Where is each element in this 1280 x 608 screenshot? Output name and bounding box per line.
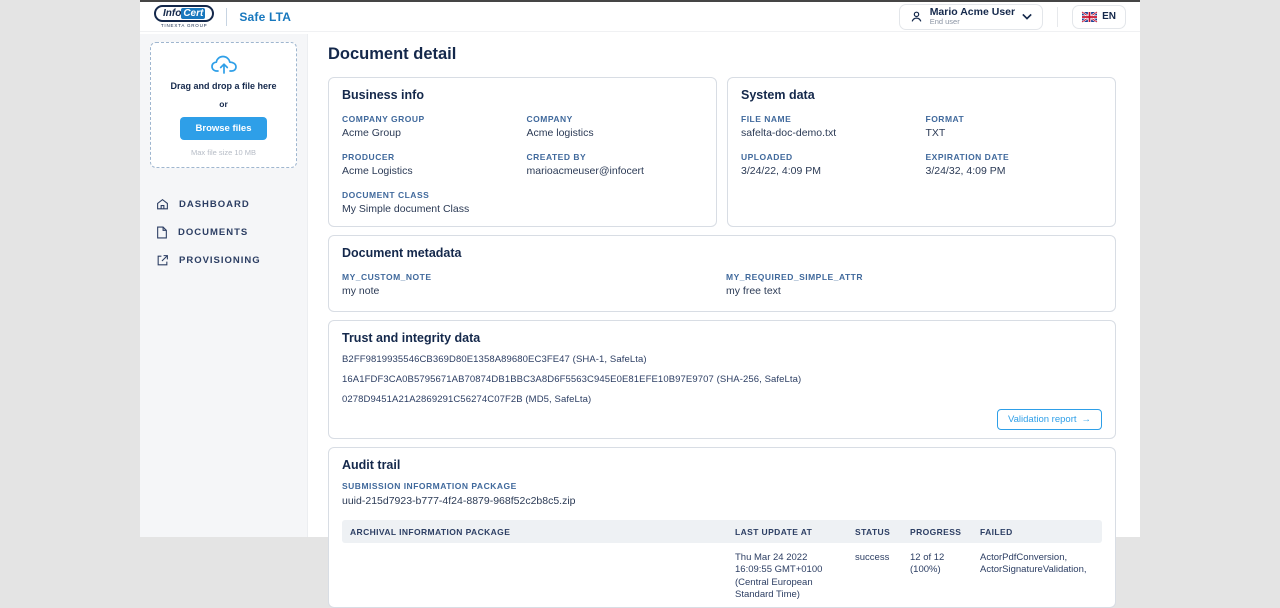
sip-label: SUBMISSION INFORMATION PACKAGE [342, 481, 517, 491]
field-company: COMPANY Acme logistics [526, 114, 594, 139]
logo-text-info: Info [163, 8, 182, 19]
infocert-logo-pill [154, 5, 214, 22]
hash-sha1: B2FF9819935546CB369D80E1358A89680EC3FE47 (SHA-1, SafeLta) [342, 354, 647, 365]
infocert-logo[interactable] [154, 5, 214, 28]
field-created-by: CREATED BY marioacmeuser@infocert [526, 152, 644, 177]
sidebar-item-label: DOCUMENTS [178, 227, 249, 238]
cell-last-update: Thu Mar 24 2022 16:09:55 GMT+0100 (Central European Standard Time) [735, 552, 823, 601]
sidebar-nav [150, 198, 297, 267]
document-icon [156, 226, 168, 239]
sidebar [140, 34, 308, 537]
document-metadata-card [328, 235, 1116, 312]
main-content [309, 32, 1140, 608]
uk-flag-icon [1082, 12, 1097, 22]
trust-integrity-title: Trust and integrity data [342, 331, 481, 345]
user-name: Mario Acme User [929, 5, 1016, 18]
user-icon [910, 10, 923, 23]
field-my-required-simple-attr: MY_REQUIRED_SIMPLE_ATTR my free text [726, 272, 863, 297]
cell-progress: 12 of 12 (100%) [910, 552, 945, 576]
field-producer: PRODUCER Acme Logistics [342, 152, 413, 177]
sidebar-item-label: DASHBOARD [179, 199, 250, 210]
business-info-card [328, 77, 717, 227]
field-file-name: FILE NAME safelta-doc-demo.txt [741, 114, 837, 139]
top-bar [140, 2, 1140, 32]
arrow-right-icon: → [1081, 414, 1091, 425]
cell-status: success [855, 552, 890, 563]
field-document-class: DOCUMENT CLASS My Simple document Class [342, 190, 470, 215]
sidebar-item-label: PROVISIONING [179, 255, 261, 266]
cell-aip [342, 543, 727, 607]
dropzone-hint: Max file size 10 MB [190, 148, 257, 157]
cell-failed: ActorPdfConversion, ActorSignatureValidation, [980, 552, 1087, 576]
header-divider-2 [1057, 7, 1058, 27]
sidebar-item-dashboard[interactable] [156, 198, 297, 211]
col-progress: PROGRESS [910, 527, 962, 537]
page-title: Document detail [328, 45, 457, 63]
language-selector[interactable] [1072, 5, 1126, 29]
user-menu-button[interactable] [899, 4, 1043, 30]
validation-report-button[interactable] [997, 409, 1102, 430]
language-code: EN [1102, 11, 1116, 22]
app-window [140, 0, 1140, 601]
field-uploaded: UPLOADED 3/24/22, 4:09 PM [741, 152, 821, 177]
dropzone-title: Drag and drop a file here [170, 81, 277, 91]
sidebar-item-documents[interactable] [156, 226, 297, 239]
header-divider [226, 8, 227, 26]
cloud-upload-icon [211, 55, 237, 75]
logo-text-cert: Cert [183, 8, 204, 19]
table-row [342, 543, 1102, 607]
validation-report-label: Validation report [1008, 414, 1077, 425]
product-name: Safe LTA [239, 9, 292, 24]
hash-md5: 0278D9451A21A2869291C56274C07F2B (MD5, SafeLta) [342, 394, 592, 405]
home-icon [156, 198, 169, 211]
col-status: STATUS [855, 527, 891, 537]
field-expiration-date: EXPIRATION DATE 3/24/32, 4:09 PM [925, 152, 1010, 177]
audit-table [342, 520, 1102, 607]
field-company-group: COMPANY GROUP Acme Group [342, 114, 425, 139]
col-last-update-at: LAST UPDATE AT [735, 527, 813, 537]
col-failed: FAILED [980, 527, 1013, 537]
hash-sha256: 16A1FDF3CA0B5795671AB70874DB1BBC3A8D6F5563C945E0E81EFE10B97E9707 (SHA-256, SafeLta) [342, 374, 802, 385]
system-data-title: System data [741, 88, 815, 102]
audit-table-header [342, 520, 1102, 543]
trust-integrity-card [328, 320, 1116, 439]
dropzone-or: or [219, 99, 228, 109]
chevron-down-icon [1022, 13, 1032, 20]
logo-subtitle: TINEXTA GROUP [160, 23, 208, 28]
user-role: End user [929, 17, 960, 27]
audit-trail-title: Audit trail [342, 458, 401, 472]
browse-files-button[interactable]: Browse files [180, 117, 268, 140]
external-link-icon [156, 254, 169, 267]
system-data-card [727, 77, 1116, 227]
business-info-title: Business info [342, 88, 424, 102]
file-dropzone[interactable] [150, 42, 297, 168]
col-archival-information-package: ARCHIVAL INFORMATION PACKAGE [350, 527, 511, 537]
audit-trail-card [328, 447, 1116, 608]
field-my-custom-note: MY_CUSTOM_NOTE my note [342, 272, 432, 297]
sip-value: uuid-215d7923-b777-4f24-8879-968f52c2b8c5.zip [342, 495, 576, 507]
sidebar-item-provisioning[interactable] [156, 254, 297, 267]
document-metadata-title: Document metadata [342, 246, 462, 260]
field-format: FORMAT TXT [925, 114, 965, 139]
